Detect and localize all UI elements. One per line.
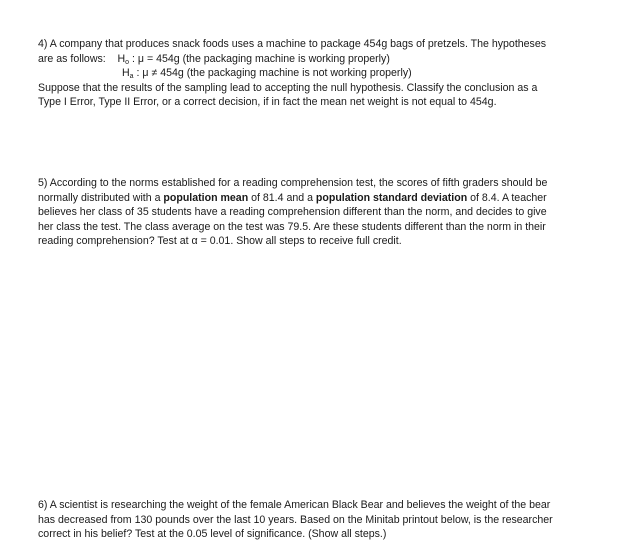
population-standard-deviation-term: population standard deviation (315, 191, 468, 204)
population-mean-term: population mean (163, 191, 249, 204)
alternative-hypothesis-line (38, 66, 608, 81)
null-hypothesis-text: : μ = 454g (the packaging machine is working properly) (129, 52, 390, 65)
problem-4-line-1: 4) A company that produces snack foods uses a machine to package 454g bags of pretzels. The hypotheses (38, 38, 547, 50)
problem-5-line-5: reading comprehension? Test at α = 0.01. Show all steps to receive full credit. (38, 235, 402, 248)
problem-6-line-3: correct in his belief? Test at the 0.05 level of significance. (Show all steps.) (38, 528, 387, 541)
alternative-hypothesis-text: : μ ≠ 454g (the packaging machine is not working properly) (133, 67, 412, 80)
problem-5 (38, 176, 608, 249)
alternative-hypothesis-symbol: $H_a$ (122, 67, 134, 81)
problem-5-line-3: believes her class of 35 students have a reading comprehension different than the norm, and decides to give (38, 206, 547, 219)
problem-5-line-2: normally distributed with a population mean of 81.4 and a population standard deviation of 8.4. A teacher (38, 191, 547, 204)
problem-4-line-2-prefix: are as follows: (38, 52, 106, 65)
problem-6 (38, 498, 608, 542)
problem-6-line-2: has decreased from 130 pounds over the last 10 years. Based on the Minitab printout below, is the researcher (38, 513, 553, 526)
null-hypothesis-line (38, 52, 608, 67)
problem-5-line-4: her class the test. The class average on the test was 79.5. Are these students different than the norm in their (38, 220, 546, 233)
problem-4 (38, 37, 608, 110)
problem-5-line-1: 5) According to the norms established for a reading comprehension test, the scores of fifth graders should be (38, 177, 548, 189)
problem-4-line-4: Suppose that the results of the sampling lead to accepting the null hypothesis. Classify the conclusion as a (38, 81, 538, 94)
problem-6-line-1: 6) A scientist is researching the weight of the female American Black Bear and believes the weight of the bear (38, 499, 551, 511)
null-hypothesis-symbol: $H_o$ (117, 52, 130, 66)
problem-4-line-5: Type I Error, Type II Error, or a correct decision, if in fact the mean net weight is not equal to 454g. (38, 96, 497, 109)
